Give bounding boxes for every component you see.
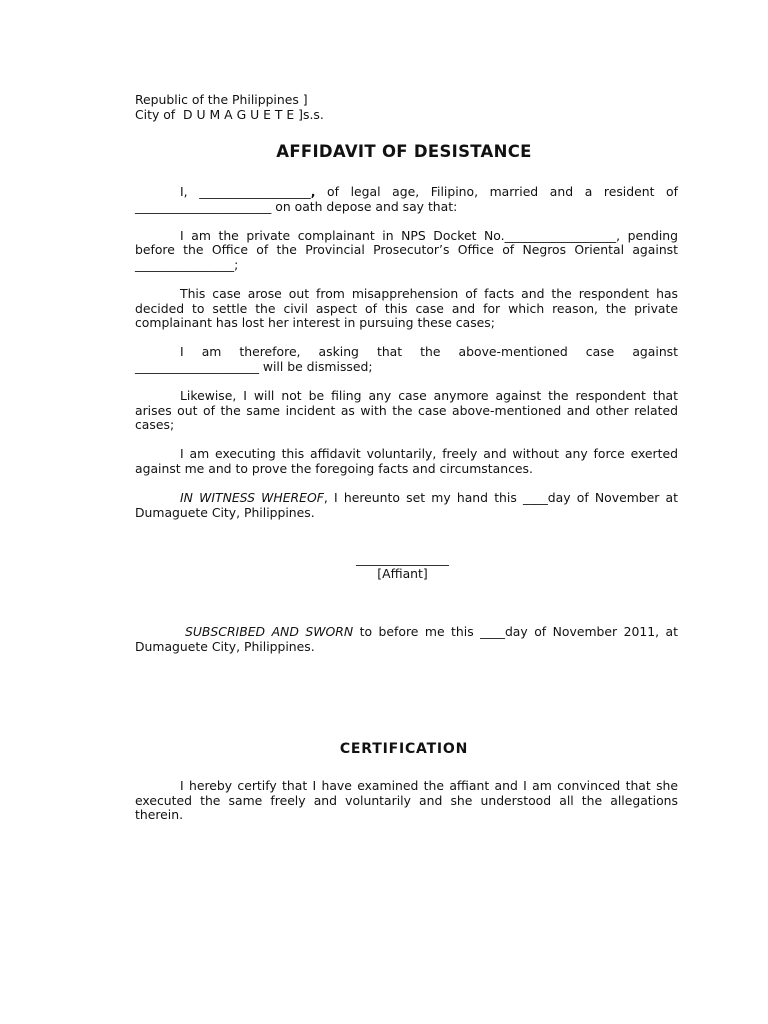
affiant-label: [Affiant] (377, 565, 428, 581)
intro-comma: , (310, 184, 316, 199)
affiant-signature-block (135, 552, 678, 581)
certification-title: CERTIFICATION (339, 741, 469, 757)
certification-paragraph (135, 779, 678, 823)
subscribed-sworn-italic: SUBSCRIBED AND SWORN (185, 624, 354, 639)
paragraph-dismissal-request (135, 345, 678, 374)
affidavit-body (135, 185, 678, 535)
p1-text-2: , pending before the Office of the Provincial Prosecutor’s Office of Negros Oriental against (135, 227, 678, 258)
subscribed-text-1: to before me this (353, 624, 481, 639)
p3-text-2: will be dismissed; (258, 358, 373, 374)
respondent-blank: ________________ (135, 256, 235, 272)
p6-text-1: , I hereunto set my hand this (323, 489, 523, 505)
paragraph-witness-whereof (135, 491, 678, 520)
docket-number-blank: __________________ (504, 227, 617, 243)
subscribed-text-2: day of November 2011, at Dumaguete City, Philippines. (135, 624, 678, 654)
document-title: AFFIDAVIT OF DESISTANCE (276, 142, 532, 161)
paragraph-voluntary (135, 447, 678, 476)
residence-blank: ______________________ (135, 198, 272, 214)
venue-block (135, 93, 324, 122)
paragraph-complainant (135, 229, 678, 273)
certification-text: I hereby certify that I have examined the affiant and I am convinced that she executed the same freely and voluntarily and she understood all the allegations therein. (135, 778, 678, 823)
venue-line-1: Republic of the Philippines ] (135, 92, 308, 107)
intro-paragraph (135, 185, 678, 214)
intro-text-2: of legal age, Filipino, married and a resident of (315, 184, 678, 199)
witness-whereof-italic: IN WITNESS WHEREOF (180, 489, 324, 505)
p1-text-1: I am the private complainant in NPS Docket No. (180, 227, 505, 243)
day-blank: ____ (523, 489, 548, 505)
p1-text-3: ; (234, 256, 239, 272)
subscribed-day-blank: ____ (480, 624, 505, 639)
subscribed-sworn-paragraph (135, 625, 678, 654)
affiant-name-blank: __________________ (199, 184, 311, 199)
venue-line-2: City of D U M A G U E T E ]s.s. (135, 106, 324, 122)
intro-text-1: I, (180, 184, 200, 199)
case-against-blank: ____________________ (135, 358, 259, 374)
intro-text-3: on oath depose and say that: (271, 198, 458, 214)
paragraph-misapprehension (135, 287, 678, 331)
p5-text: I am executing this affidavit voluntarily, freely and without any force exerted against me and to prove the foregoing facts and circumstances. (135, 446, 678, 476)
paragraph-no-further-case (135, 389, 678, 433)
p4-text: Likewise, I will not be filing any case anymore against the respondent that arises out of the same incident as with the case above-mentioned and other related cases; (135, 387, 678, 433)
p6-text-2: day of November at Dumaguete City, Philippines. (135, 489, 678, 520)
p2-text: This case arose out from misapprehension of facts and the respondent has decided to settle the civil aspect of this case and for which reason, the private complainant has lost her interest in pursuing these cases; (135, 285, 678, 331)
signature-line: _______________ (356, 551, 449, 566)
p3-text-1: I am therefore, asking that the above-mentioned case against (180, 344, 678, 360)
